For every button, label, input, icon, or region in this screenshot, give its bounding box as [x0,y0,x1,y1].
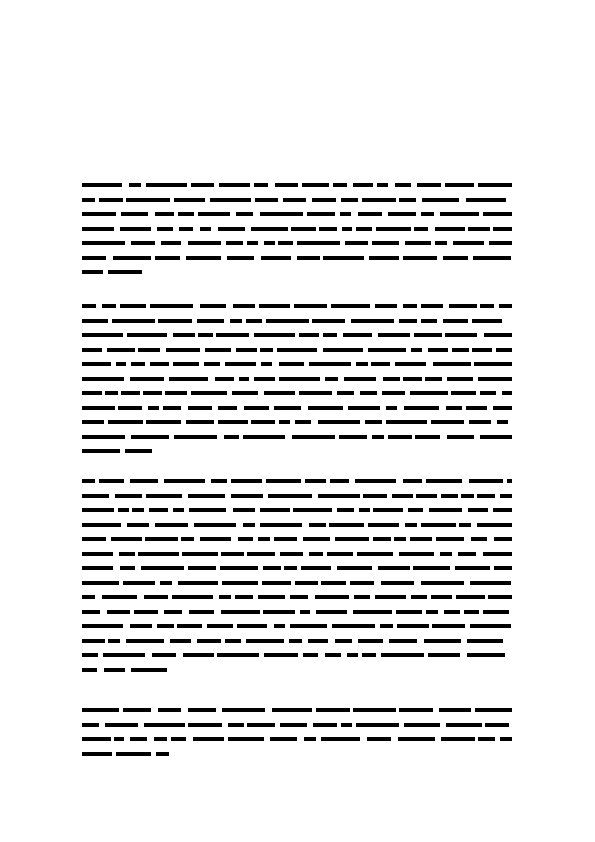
text-line [82,304,512,308]
text-line [82,494,512,498]
text-line [82,377,512,381]
text-line [82,183,512,187]
text-line [82,198,512,202]
text-line [82,668,167,672]
text-line [82,391,512,395]
text-line [82,420,512,424]
text-line [82,256,512,260]
text-line [82,595,512,599]
text-line [82,227,512,231]
text-line [82,333,512,337]
text-line [82,581,512,585]
text-line [82,406,512,410]
text-line [82,639,512,643]
text-line [82,723,512,727]
text-line [82,624,512,628]
text-line [82,270,142,274]
text-line [82,479,512,483]
text-line [82,552,512,556]
text-line [82,653,512,657]
text-line [82,566,512,570]
text-line [82,362,512,366]
text-line [82,752,169,756]
text-line [82,449,152,453]
text-line [82,319,512,323]
header-line-2 [82,128,270,132]
text-line [82,348,512,352]
text-line [82,610,512,614]
section-heading [82,159,340,163]
text-line [82,212,512,216]
text-line [82,435,512,439]
text-line [82,241,512,245]
text-line [82,523,512,527]
text-line [82,708,512,712]
text-line [82,537,512,541]
text-line [82,508,512,512]
text-line [82,737,512,741]
header-line-1 [82,103,210,107]
